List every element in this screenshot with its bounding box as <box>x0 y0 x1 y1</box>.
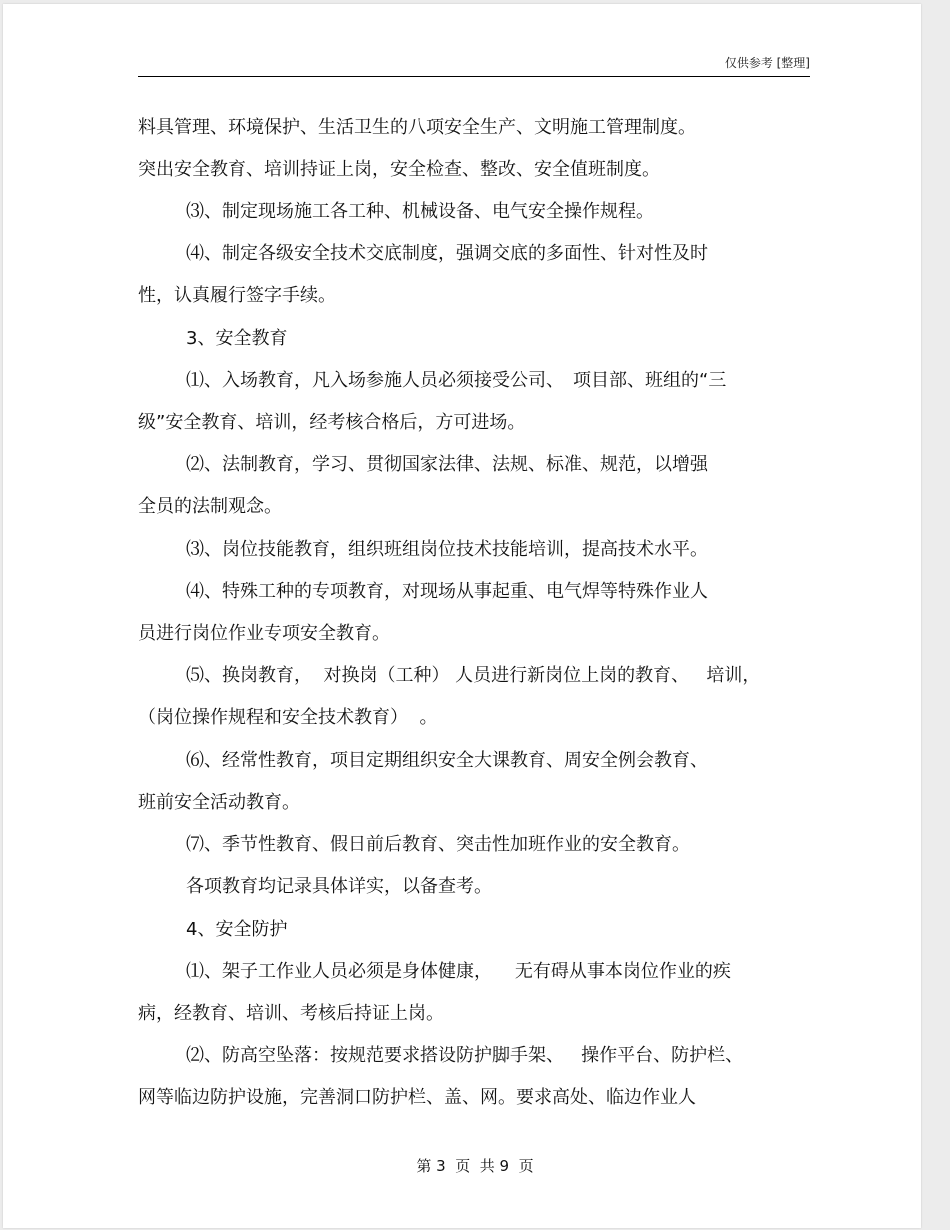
body-line: 病，经教育、培训、考核后持证上岗。 <box>138 1003 444 1024</box>
body-line: ⑴、架子工作业人员必须是身体健康， 无有碍从事本岗位作业的疾 <box>186 961 731 982</box>
body-line: ⑵、防高空坠落：按规范要求搭设防护脚手架、 操作平台、防护栏、 <box>186 1045 744 1066</box>
body-line: 级”安全教育、培训，经考核合格后，方可进场。 <box>138 412 526 433</box>
body-line: 料具管理、环境保护、生活卫生的八项安全生产、文明施工管理制度。 <box>138 117 696 138</box>
body-line: （岗位操作规程和安全技术教育） 。 <box>138 707 438 728</box>
body-line: ⑹、经常性教育，项目定期组织安全大课教育、周安全例会教育、 <box>186 750 708 771</box>
page-number: 第 3 页 共 9 页 <box>416 1157 534 1175</box>
body-line: 全员的法制观念。 <box>138 496 282 517</box>
section-heading: 4、安全防护 <box>186 919 288 940</box>
body-line: ⑸、换岗教育， 对换岗（工种） 人员进行新岗位上岗的教育、 培训， <box>186 665 761 686</box>
header-rule <box>138 76 810 77</box>
body-line: 班前安全活动教育。 <box>138 792 300 813</box>
body-line: ⑺、季节性教育、假日前后教育、突击性加班作业的安全教育。 <box>186 834 690 855</box>
body-line: 网等临边防护设施，完善洞口防护栏、盖、网。要求高处、临边作业人 <box>138 1087 696 1108</box>
body-line: ⑶、制定现场施工各工种、机械设备、电气安全操作规程。 <box>186 201 654 222</box>
body-line: 员进行岗位作业专项安全教育。 <box>138 623 390 644</box>
body-line: ⑷、制定各级安全技术交底制度，强调交底的多面性、针对性及时 <box>186 243 708 264</box>
body-line: 性，认真履行签字手续。 <box>138 285 336 306</box>
body-line: 各项教育均记录具体详实，以备查考。 <box>186 876 492 897</box>
section-heading: 3、安全教育 <box>186 328 288 349</box>
header-note: 仅供参考 [整理] <box>724 56 810 70</box>
body-line: ⑴、入场教育，凡入场参施人员必须接受公司、 项目部、班组的“三 <box>186 370 727 391</box>
body-line: 突出安全教育、培训持证上岗，安全检查、整改、安全值班制度。 <box>138 159 660 180</box>
body-line: ⑷、特殊工种的专项教育，对现场从事起重、电气焊等特殊作业人 <box>186 581 708 602</box>
body-line: ⑶、岗位技能教育，组织班组岗位技术技能培训，提高技术水平。 <box>186 539 708 560</box>
body-line: ⑵、法制教育，学习、贯彻国家法律、法规、标准、规范，以增强 <box>186 454 708 475</box>
